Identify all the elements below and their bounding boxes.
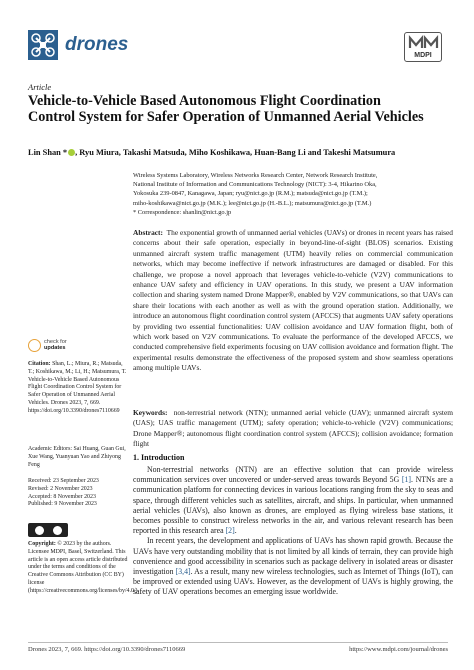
publication-dates [28, 478, 128, 509]
affiliation-line: National Institute of Information and Communications Technology (NICT): 3-4, Hikarino Oka, [133, 181, 377, 189]
footer-citation[interactable]: Drones 2023, 7, 669. https://doi.org/10.3390/drones7110669 [28, 646, 186, 653]
author-list [28, 148, 448, 157]
paper-title: Vehicle-to-Vehicle Based Autonomous Flight Coordination Control System for Safer Operation of Unmanned Aerial Vehicles [28, 93, 424, 125]
abstract-text: The exponential growth of unmanned aerial vehicles (UAVs) or drones in recent years has raised concerns about their safe operation, especially in beyond-line-of-sight (BLOS) scenarios. Existing unmanned aircraft system traffic management (UTM) heavily relies on commercial communication networks, which may become ineffective if network infrastructures are damaged or disabled. For this challenge, we propose a novel approach that leverages vehicle-to-vehicle (V2V) communications to enhance UAV safety and efficiency in UAV operations. In this study, we present a UAV information collection and sharing system named Drone Mapper®, enabled by V2V communications, so that UAVs can share their locations with each another as well as with the ground operation station. Additionally, we introduce an autonomous flight coordination control system (AFCCS) that augments UAV safety operations by providing two essential functionalities: UAV collision avoidance and UAV formation flight, both of which work based on V2V communications. To evaluate the performance of the developed AFCCS, we conducted comprehensive field experiments focusing on UAV collision avoidance and formation flight. The experimental results demonstrate the effectiveness of the proposed system and show seamless operations among multiple UAVs. [133, 228, 454, 373]
affiliation [133, 171, 453, 217]
journal-url[interactable]: https://www.mdpi.com/journal/drones [349, 646, 448, 653]
co-authors: , Ryu Miura, Takashi Matsuda, Miho Koshikawa, Huan-Bang Li and Takeshi Matsumura [75, 148, 396, 157]
citation-link[interactable]: [1] [401, 475, 412, 485]
keywords [133, 408, 453, 450]
check-for-updates-badge[interactable] [28, 338, 74, 356]
by-icon [53, 526, 62, 535]
citation-text: Shan, L.; Miura, R.; Matsuda, T.; Koshikawa, M.; Li, H.; Matsumura, T. Vehicle-to-Vehicle Based Autonomous Flight Coordination Control System for Safer Operation of Unmanned Aerial Vehicles. Drones 2023, 7, 669. https://doi.org/10.3390/drones7110669 [28, 361, 127, 414]
citation-link[interactable]: [3,4] [175, 567, 191, 577]
publisher-name: MDPI [414, 52, 432, 59]
copyright-text: © 2023 by the authors. Licensee MDPI, Basel, Switzerland. This article is an open access article distributed under the terms and conditions of the Creative Commons Attribution (CC BY) license (https://creativecommons.org/licenses/by/4.0/). [28, 541, 139, 594]
abstract-label: Abstract: [133, 228, 163, 237]
abstract [133, 228, 453, 374]
cc-icon [35, 526, 44, 535]
copyright-block [28, 541, 139, 596]
check-for-label: check for [44, 339, 67, 345]
paragraph [133, 536, 453, 597]
footer-divider [28, 642, 448, 643]
keywords-text: non-terrestrial network (NTN); unmanned aerial vehicle (UAV); unmanned aircraft system (UAS); UAS traffic management (UTM); safety operation; vehicle-to-vehicle (V2V) communications; Drone Mapper®; autonomous flight coordination control system (AFCCS); collision avoidance; formation flight [133, 408, 453, 449]
revised-date: Revised: 2 November 2023 [28, 485, 93, 492]
page-footer [28, 646, 448, 653]
update-icon [28, 339, 41, 352]
received-date: Received: 23 September 2023 [28, 478, 99, 484]
mdpi-logo[interactable] [404, 32, 442, 62]
citation-block [28, 361, 128, 416]
text-run: . NTNs are a communication platform for connecting devices in various locations ranging from the sky to seas and space, through different vehicles such as satellites, aircraft, and ships. In particular, when unmanned aerial vehicles (UAVs), also known as drones, are employed as flying wireless base stations, it becomes possible to construct wireless networks in the air, and various relevant research has been reported in this research area [133, 475, 453, 536]
academic-editors: Academic Editors: Sai Huang, Guan Gui, Xue Wang, Yuanyuan Yao and Zhiyong Feng [28, 446, 126, 468]
copyright-label: Copyright: [28, 541, 56, 547]
paragraph [133, 465, 453, 536]
journal-name[interactable]: drones [65, 34, 129, 55]
mdpi-mark-icon [406, 34, 441, 52]
updates-label: updates [44, 345, 66, 352]
introduction-body [133, 465, 453, 598]
citation-label: Citation: [28, 361, 51, 367]
text-run: Non-terrestrial networks (NTN) are an effective solution that can provide wireless communication services over uncovered or under-served areas towards Beyond 5G [133, 465, 453, 485]
accepted-date: Accepted: 8 November 2023 [28, 493, 96, 500]
correspondence[interactable]: * Correspondence: shanlin@nict.go.jp [133, 208, 232, 216]
keywords-label: Keywords: [133, 408, 168, 417]
corresponding-author: Lin Shan * [28, 148, 68, 157]
affiliation-line: Wireless Systems Laboratory, Wireless Networks Research Center, Network Research Institute, [133, 172, 378, 179]
article-type: Article [28, 82, 52, 92]
cc-by-license-icon[interactable] [28, 523, 68, 537]
text-run: . [234, 526, 237, 536]
journal-header [28, 30, 448, 66]
affiliation-line: miho-koshikawa@nict.go.jp (M.K.); lee@nict.go.jp (H.-B.L.); matsumura@nict.go.jp (T.M.) [133, 199, 372, 207]
published-date: Published: 9 November 2023 [28, 501, 97, 508]
text-run: . As a result, many new wireless technologies, such as Internet of Things (IoT), can be improved or extended using UAVs. However, as the development of UAVs is highly growing, the safety of UAV operations becomes an emerging issue worldwide. [133, 567, 454, 597]
drone-icon [28, 30, 58, 60]
text-run: In recent years, the development and applications of UAVs has shown rapid growth. Because the UAVs have very outstanding mobility that is not limited by all kinds of terrain, they can provide high convenience and good accessibility in scenarios such as package delivery in isolated areas or disaster investigation [133, 536, 453, 577]
affiliation-line: Yokosuka 239-0847, Kanagawa, Japan; ryu@nict.go.jp (R.M.); matsuda@nict.go.jp (T.M.); [133, 190, 368, 198]
citation-link[interactable]: [2] [225, 526, 235, 536]
section-heading: 1. Introduction [133, 453, 185, 462]
